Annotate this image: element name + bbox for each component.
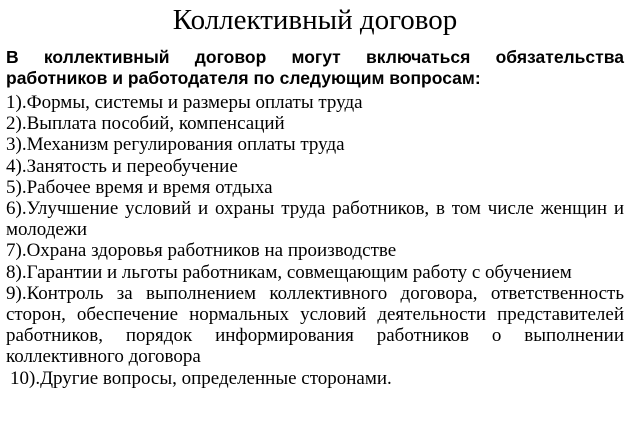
list-item: 2).Выплата пособий, компенсаций	[6, 113, 285, 135]
list-item: 10).Другие вопросы, определенные сторонами.	[10, 367, 392, 389]
page-title: Коллективный договор	[172, 4, 458, 36]
list-item: 9).Контроль за выполнением коллективного договора, ответственность сторон, обеспечение нормальных условий деятельности представителей работников, порядок информирования работников о выполнении коллективного договора	[6, 282, 624, 368]
list-item: 1).Формы, системы и размеры оплаты труда	[6, 92, 363, 113]
obligations-list	[6, 92, 624, 389]
list-item: 7).Охрана здоровья работников на производстве	[6, 240, 397, 262]
list-item: 4).Занятость и переобучение	[6, 155, 238, 177]
intro-paragraph: В коллективный договор могут включаться обязательства работников и работодателя по следующим вопросам:	[6, 47, 624, 88]
list-item: 8).Гарантии и льготы работникам, совмещающим работу с обучением	[6, 261, 572, 283]
list-item: 3).Механизм регулирования оплаты труда	[6, 134, 345, 156]
list-item: 5).Рабочее время и время отдыха	[6, 176, 273, 198]
list-item: 6).Улучшение условий и охраны труда работников, в том числе женщин и молодежи	[6, 198, 624, 241]
